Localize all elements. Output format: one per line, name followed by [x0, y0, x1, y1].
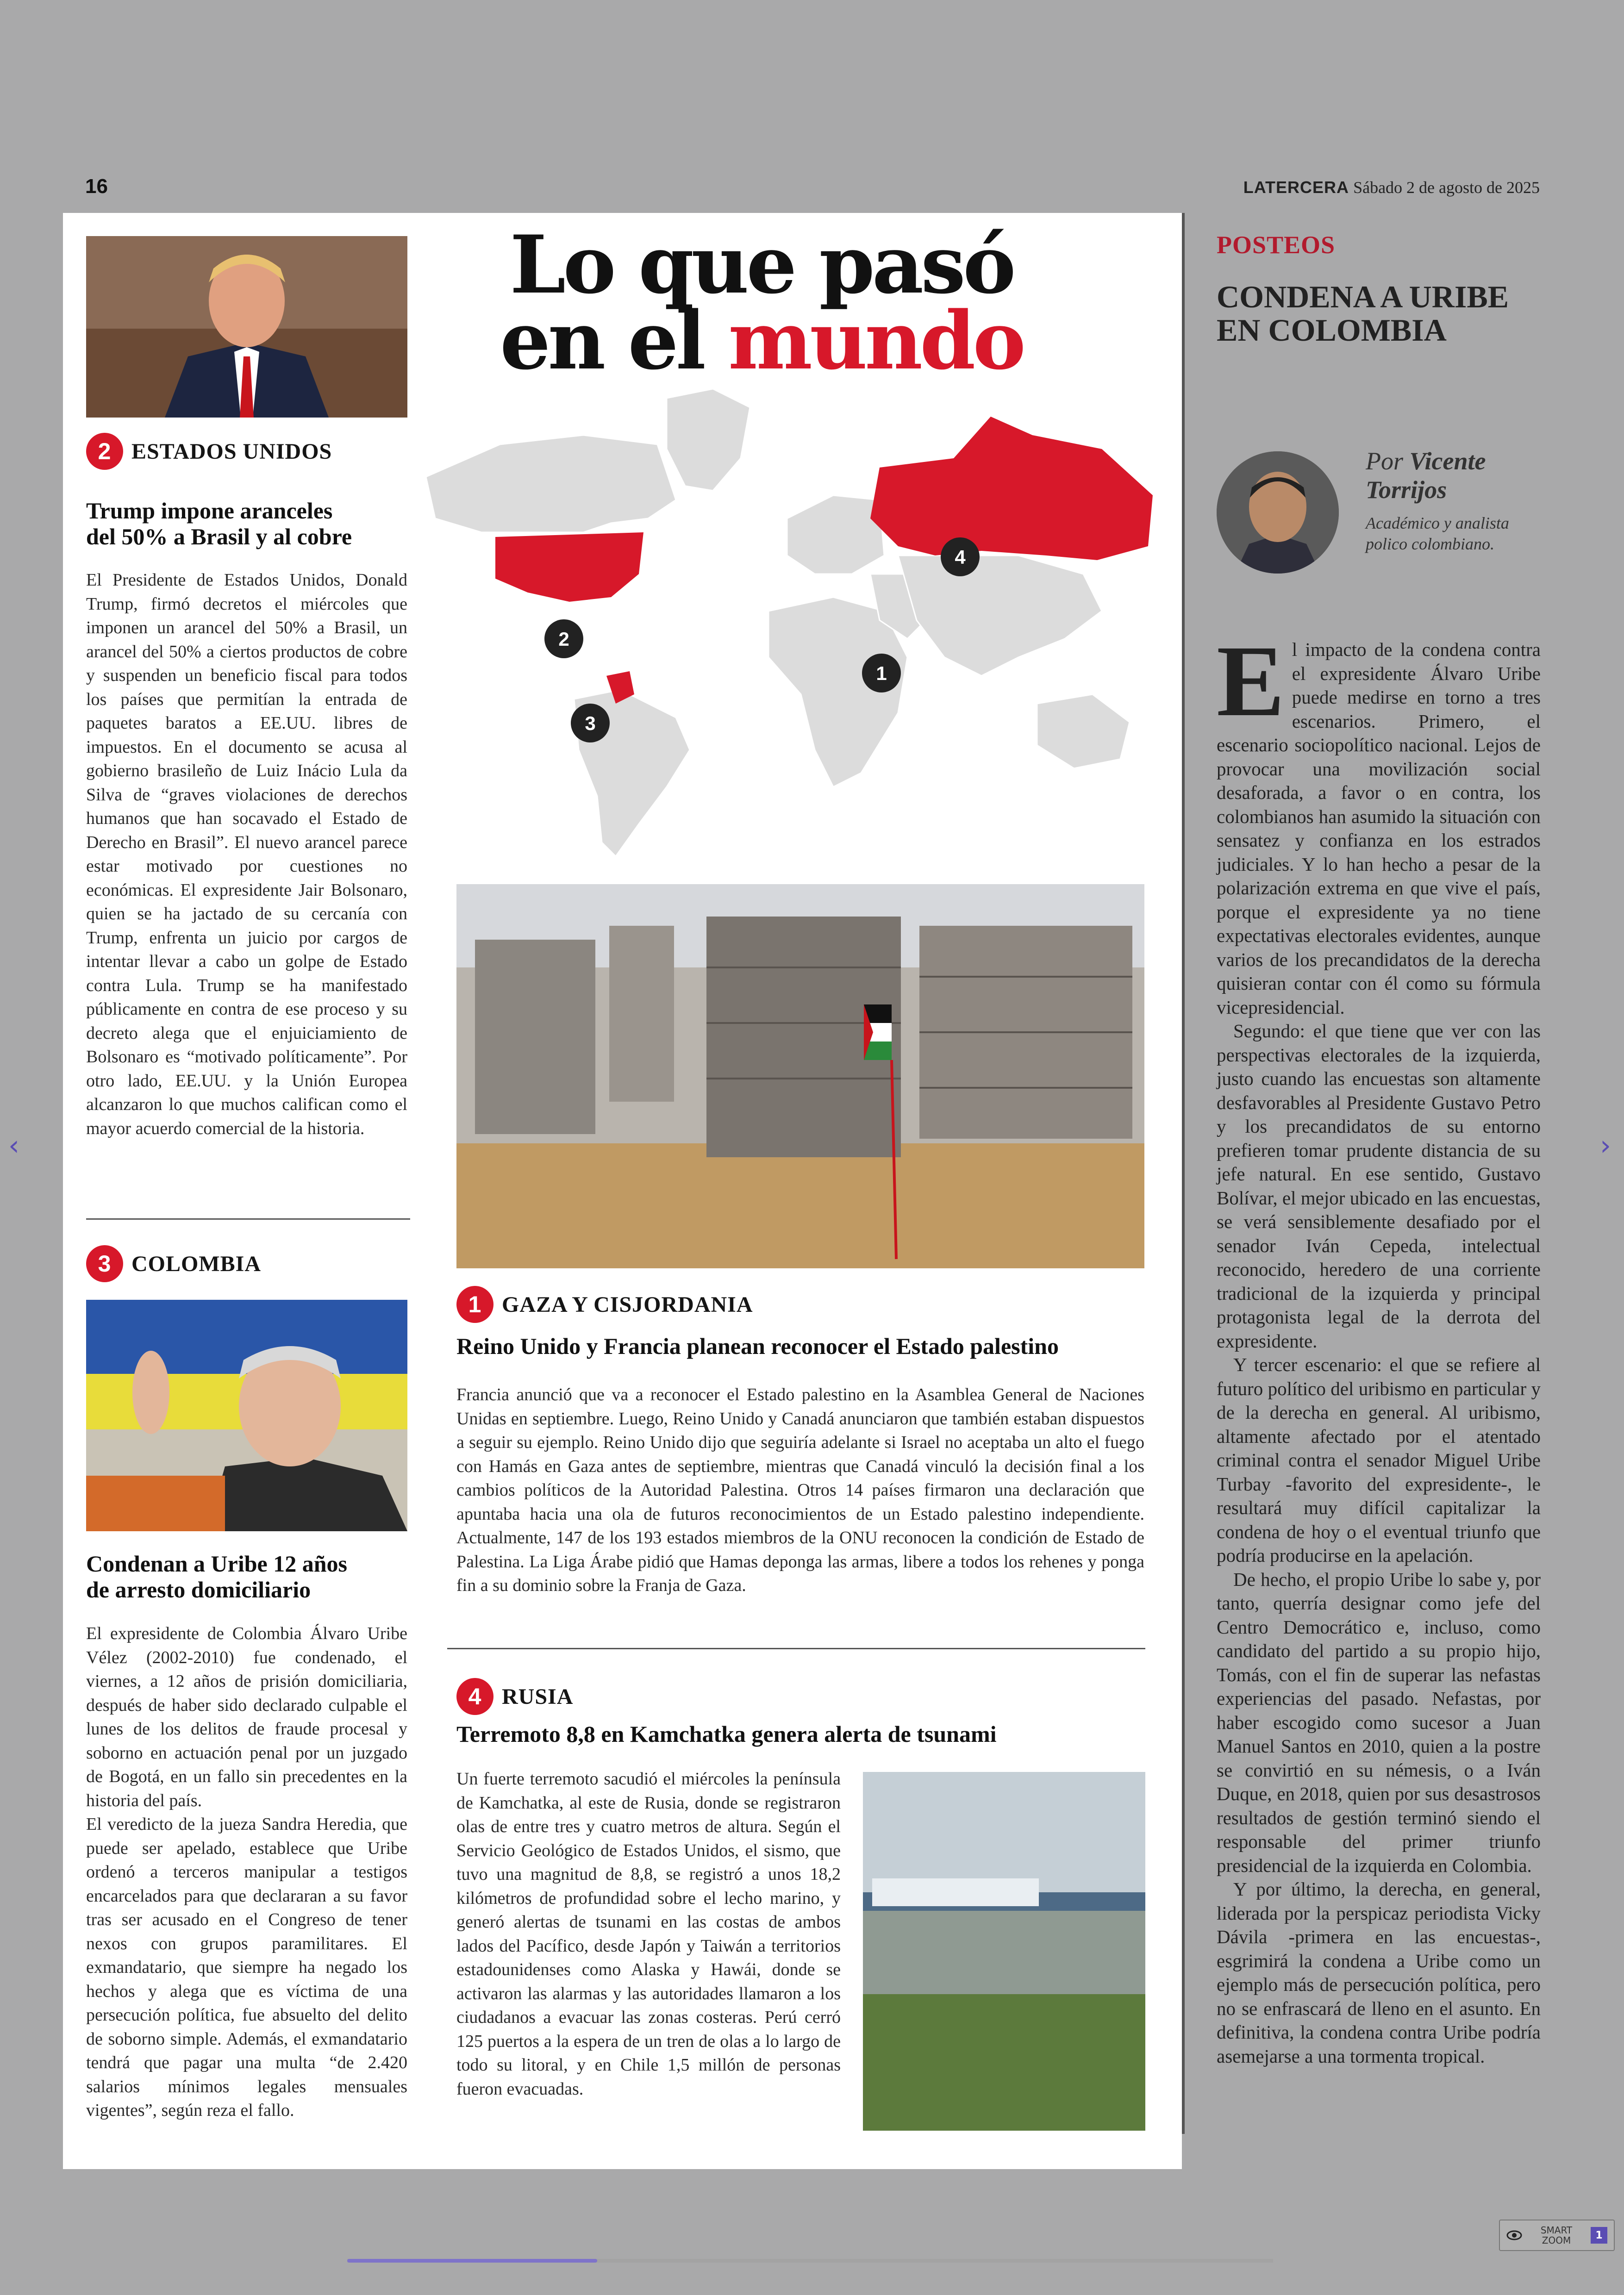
uribe-photo	[86, 1300, 407, 1531]
map-marker-2: 2	[558, 628, 569, 650]
section-head-gaza	[456, 1286, 753, 1323]
author-byline	[1366, 447, 1486, 504]
column-paragraph-1	[1217, 624, 1541, 1019]
headline-usa-line2: del 50% a Brasil y al cobre	[86, 524, 352, 549]
prev-page-button[interactable]: ‹	[8, 1129, 19, 1162]
body-gaza: Francia anunció que va a reconocer el Estado palestino en la Asamblea General de Naciones Unidas en septiembre. Luego, Reino Unido y Canadá anunciaron que también estaban dispuestos a seguir su ejemplo. Reino Unido dijo que seguiría adelante si Israel no aceptaba un alto el fuego con Hamás en Gaza antes de septiembre, mientras que Canadá vinculó la decisión final a los cambios políticos de la Autoridad Palestina. Otros 14 países firmaron una declaración que apuntaba hacia una ola de futuros reconocimientos de un Estado palestino independiente. Actualmente, 147 de los 193 estados miembros de la ONU reconocen la condición de Estado de Palestina. La Liga Árabe pidió que Hamas deponga las armas, libere a todos los rehenes y ponga fin a su dominio sobre la Franja de Gaza.	[456, 1385, 1144, 1595]
rule-usa	[86, 1218, 410, 1220]
headline-colombia-line2: de arresto domiciliario	[86, 1577, 311, 1603]
map-marker-1: 1	[876, 662, 887, 684]
brand-name: LATERCERA	[1243, 178, 1349, 197]
author-role-line2: polico colombiano.	[1366, 535, 1494, 553]
page-scroll-thumb[interactable]	[347, 2259, 597, 2263]
map-greenland	[667, 389, 750, 491]
map-europe	[787, 495, 884, 574]
eye-icon	[1506, 2230, 1522, 2240]
page-title	[463, 218, 1060, 387]
badge-1: 1	[456, 1286, 493, 1323]
author-role-line1: Académico y analista	[1366, 514, 1509, 532]
author-first-name: Vicente	[1409, 447, 1486, 475]
badge-3: 3	[86, 1245, 123, 1282]
smart-zoom-button[interactable]	[1499, 2220, 1615, 2251]
body-colombia-p2: El veredicto de la jueza Sandra Heredia, que puede ser apelado, establece que Uribe ordenó a terceros manipular a testigos encarcelados para que declararan a su favor tras ser acusado en el Congreso de tener nexos con grupos paramilitares. El exmandatario, que siempre ha negado los hechos y alega que es víctima de una persecución política, fue absuelto del delito de soborno simple. Además, el exmandatario tendrá que pagar una multa “de 2.420 salarios mínimos legales mensuales vigentes”, según reza el fallo.	[86, 1815, 407, 2120]
smart-zoom-line2: ZOOM	[1542, 2235, 1571, 2246]
map-asia	[898, 555, 1102, 676]
section-title-gaza: GAZA Y CISJORDANIA	[502, 1292, 753, 1317]
map-australia	[1037, 694, 1130, 768]
headline-colombia-line1: Condenan a Uribe 12 años	[86, 1551, 347, 1577]
headline-russia: Terremoto 8,8 en Kamchatka genera alerta de tsunami	[456, 1721, 997, 1747]
map-canada	[426, 435, 676, 532]
column-body	[1217, 624, 1541, 2068]
headline-usa	[86, 498, 410, 549]
badge-4: 4	[456, 1678, 493, 1715]
headline-usa-line1: Trump impone aranceles	[86, 498, 333, 524]
column-paragraph-2: Segundo: el que tiene que ver con las perspectivas electorales de la izquierda, justo cuando las encuestas son altamente desfavorables al Presidente Gustavo Petro y los precandidatos de su entorno prefieren tomar prudente distancia de su jefe natural. En ese sentido, Gustavo Bolívar, el mejor ubicado en las encuestas, se verá sensiblemente desafiado por el senador Iván Cepeda, intelectual reconocido, heredero de una corriente tradicional de la izquierda y principal protagonista legal de la derrota del expresidente.	[1217, 1020, 1541, 1352]
headline-colombia	[86, 1551, 410, 1603]
world-map	[417, 380, 1167, 861]
gaza-photo	[456, 884, 1144, 1268]
section-title-colombia: COLOMBIA	[131, 1251, 262, 1276]
section-head-russia	[456, 1678, 573, 1715]
drop-cap: E	[1217, 624, 1285, 737]
title-line-1: Lo que pasó	[510, 218, 1013, 312]
smart-zoom-label	[1529, 2225, 1584, 2245]
map-usa	[495, 532, 643, 602]
smart-zoom-line1: SMART	[1540, 2225, 1573, 2236]
section-title-usa: ESTADOS UNIDOS	[131, 439, 332, 464]
headline-gaza: Reino Unido y Francia planean reconocer el Estado palestino	[456, 1333, 1059, 1359]
zoom-count-badge: 1	[1591, 2227, 1607, 2244]
column-paragraph-5: Y por último, la derecha, en general, liderada por la perspicaz periodista Vicky Dávila -primera en las encuestas-, esgrimirá la condena a Uribe como un ejemplo más de persecución política, pero no se enfrascará de lleno en el asunto. En definitiva, la condena contra Uribe podría asemejarse a una tormenta tropical.	[1217, 1878, 1541, 2067]
author-last-name: Torrijos	[1366, 476, 1447, 504]
byline-prefix: Por	[1366, 447, 1410, 475]
masthead	[1243, 178, 1540, 197]
trump-photo	[86, 236, 407, 418]
issue-date: Sábado 2 de agosto de 2025	[1353, 178, 1540, 197]
kamchatka-photo	[863, 1772, 1145, 2131]
section-head-usa	[86, 433, 332, 470]
rule-gaza	[447, 1648, 1145, 1649]
author-role	[1366, 513, 1560, 555]
section-head-colombia	[86, 1245, 261, 1282]
posteos-label: POSTEOS	[1217, 231, 1336, 259]
title-line-2	[463, 293, 1060, 387]
column-paragraph-4: De hecho, el propio Uribe lo sabe y, por tanto, querría designar como jefe del Centro Democrático e, incluso, como candidato del partido a su propio hijo, Tomás, con el fin de superar las nefastas experiencias del pasado. Nefastas, por haber escogido como sucesor a Juan Manuel Santos en 2010, quien a la postre se convirtió en su némesis, o a Iván Duque, en 2018, quien por sus desastrosos resultados de gestión terminó siendo el responsable del primer triunfo presidencial de la izquierda en Colombia.	[1217, 1568, 1541, 1876]
map-marker-3: 3	[585, 712, 596, 734]
column-divider	[1182, 213, 1185, 2134]
body-colombia-p1: El expresidente de Colombia Álvaro Uribe Vélez (2002-2010) fue condenado, el viernes, a 12 años de prisión domiciliaria, después de haber sido declarado culpable el lunes de los delitos de fraude procesal y soborno en actuación penal por un juzgado de Bogotá, en un fallo sin precedentes en la historia del país.	[86, 1624, 407, 1810]
title-prefix: en el	[500, 293, 728, 387]
column-paragraph-3: Y tercer escenario: el que se refiere al futuro político del uribismo en particular y de la derecha en general. Al uribismo, altamente afectado por el atentado criminal contra el senador Miguel Uribe Turbay -favorito del expresidente-, le resultará muy difícil capitalizar la condena de hoy o el eventual triunfo que podría producirse en la apelación.	[1217, 1354, 1541, 1566]
body-russia: Un fuerte terremoto sacudió el miércoles la península de Kamchatka, al este de Rusia, donde se registraron olas de entre tres y cuatro metros de altura. Según el Servicio Geológico de Estados Unidos, el sismo, que tuvo una magnitud de 8,8, se registró a unos 18,2 kilómetros de profundidad sobre el lecho marino, y generó alertas de tsunami en las costas de ambos lados del Pacífico, desde Japón y Taiwán a territorios estadounidenses como Alaska y Hawái, donde se activaron las alarmas y las autoridades llamaron a los ciudadanos a evacuar las zonas costeras. Perú cerró 125 puertos a la espera de un tren de olas a lo largo de todo su litoral, y en Chile 1,5 millón de personas fueron evacuadas.	[456, 1769, 841, 2099]
title-highlight: mundo	[728, 293, 1024, 387]
next-page-button[interactable]: ›	[1600, 1129, 1611, 1162]
body-usa: El Presidente de Estados Unidos, Donald Trump, firmó decretos el miércoles que imponen un arancel del 50% a Brasil, un arancel del 50% a ciertos productos de cobre y suspenden un beneficio fiscal para todos los países que permitían la entrada de paquetes baratos a EE.UU. libres de impuestos. En el documento se acusa al gobierno brasileño de Luiz Inácio Lula da Silva de “graves violaciones de derechos humanos que han socavado el Estado de Derecho en Brasil”. El nuevo arancel parece estar motivado por cuestiones no económicas. El expresidente Jair Bolsonaro, quien se ha jactado de su cercanía con Trump, enfrenta un juicio por cargos de intentar llevar a cabo un golpe de Estado contra Lula. Trump se ha manifestado públicamente en contra de ese proceso y su decreto alega que el enjuiciamiento de Bolsonaro es “motivado políticamente”. Por otro lado, EE.UU. y la Unión Europea alcanzaron lo que muchos califican como el mayor acuerdo comercial de la historia.	[86, 570, 407, 1138]
body-colombia	[86, 1622, 407, 2123]
column-headline-line1: CONDENA A URIBE	[1217, 279, 1509, 314]
column-p1-text: l impacto de la condena contra el expresidente Álvaro Uribe puede medirse en torno a tres escenarios. Primero, el escenario sociopolítico nacional. Lejos de provocar una movilización social desaforada, a favor o en contra, los colombianos han asumido la situación con sensatez y confianza en los estrados judiciales. Y lo han hecho a pesar de la polarización extrema en que vive el país, porque el expresidente ya no tiene expectativas electorales evidentes, aunque varios de los precandidatos de la derecha quisieran contar con él como su fórmula vicepresidencial.	[1217, 639, 1541, 1018]
section-title-russia: RUSIA	[502, 1684, 574, 1709]
column-headline-line2: EN COLOMBIA	[1217, 312, 1447, 348]
page-number: 16	[85, 175, 108, 198]
column-headline	[1217, 280, 1550, 347]
author-avatar	[1217, 451, 1339, 574]
badge-2: 2	[86, 433, 123, 470]
map-marker-4: 4	[955, 546, 966, 568]
map-russia	[870, 417, 1153, 560]
